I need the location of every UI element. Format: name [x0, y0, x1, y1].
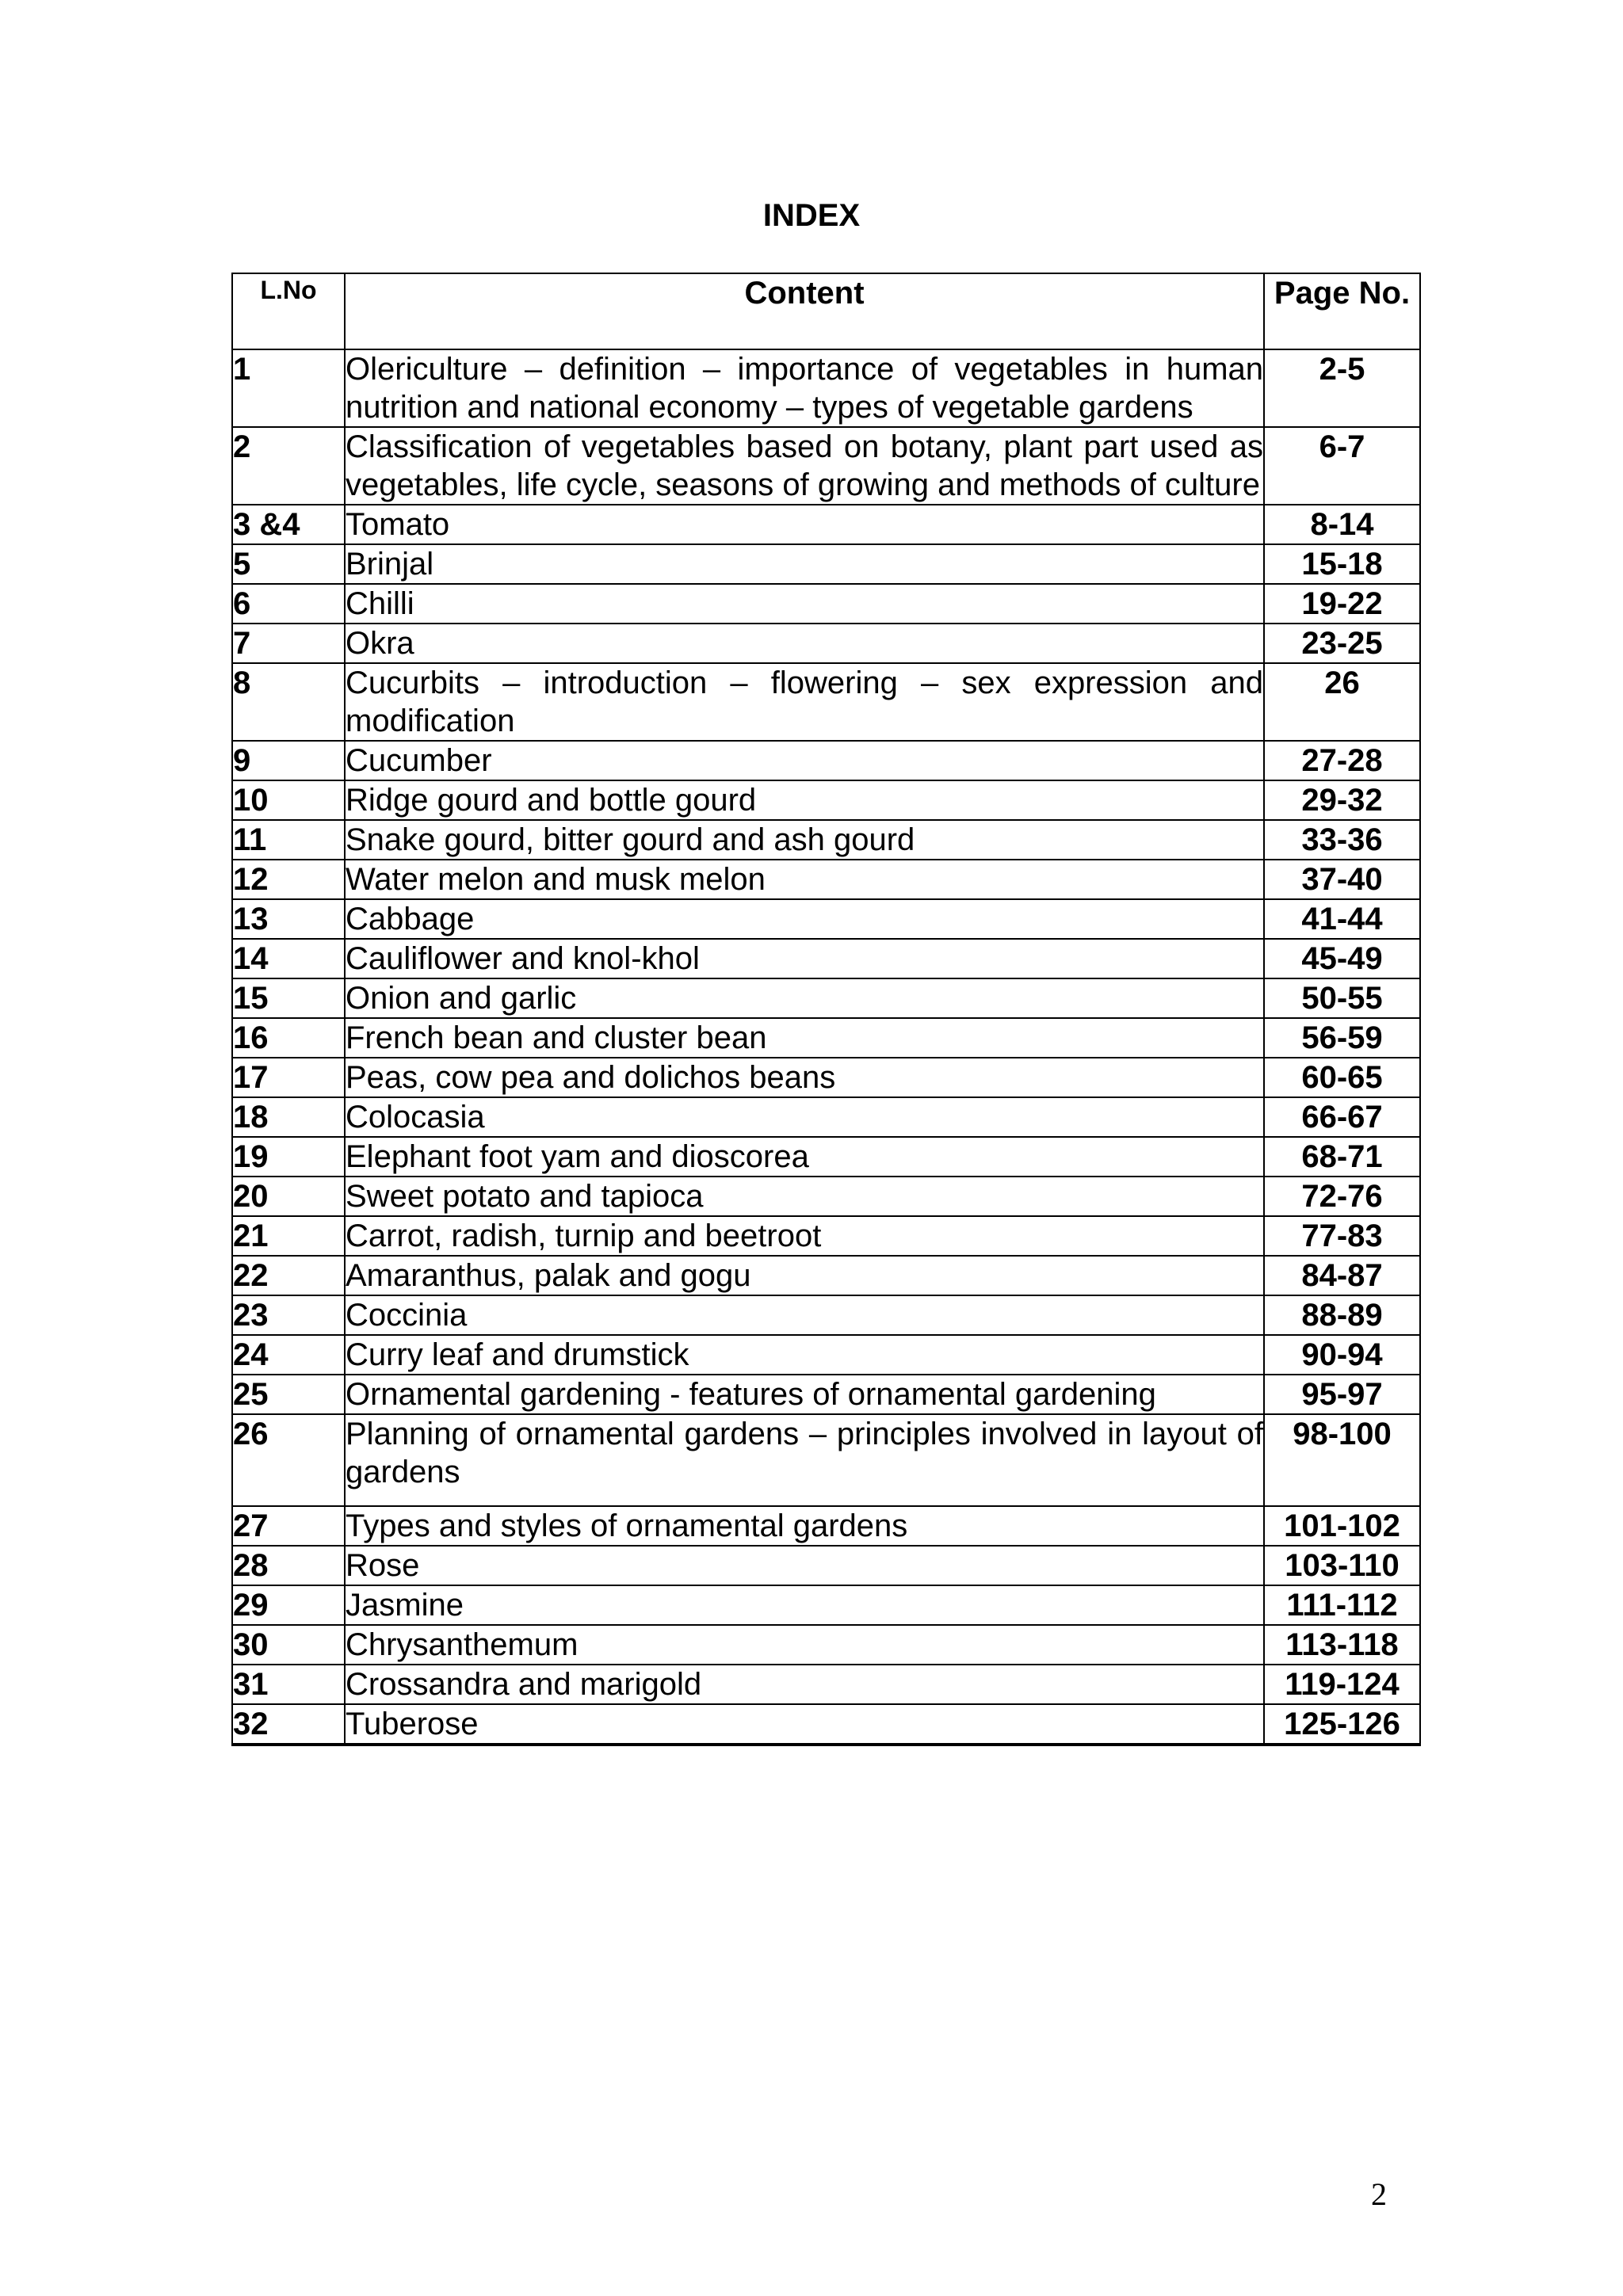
- page-range: 84-87: [1264, 1256, 1420, 1295]
- page-range: 111-112: [1264, 1585, 1420, 1625]
- lesson-content: Cucurbits – introduction – flowering – sex expression and modification: [345, 663, 1264, 741]
- lesson-content: Snake gourd, bitter gourd and ash gourd: [345, 820, 1264, 860]
- lesson-number: 28: [232, 1546, 345, 1585]
- table-row: [232, 1506, 1420, 1546]
- lesson-content: Chrysanthemum: [345, 1625, 1264, 1665]
- lesson-content: Curry leaf and drumstick: [345, 1335, 1264, 1375]
- lesson-content: Cauliflower and knol-khol: [345, 939, 1264, 978]
- table-row: [232, 741, 1420, 780]
- table-row: [232, 899, 1420, 939]
- lesson-content: Amaranthus, palak and gogu: [345, 1256, 1264, 1295]
- lesson-number: 16: [232, 1018, 345, 1058]
- table-row: [232, 624, 1420, 663]
- lesson-number: 24: [232, 1335, 345, 1375]
- lesson-content: Jasmine: [345, 1585, 1264, 1625]
- lesson-content: Ornamental gardening - features of ornamental gardening: [345, 1375, 1264, 1414]
- table-row: [232, 1414, 1420, 1506]
- lesson-content: Okra: [345, 624, 1264, 663]
- lesson-number: 32: [232, 1704, 345, 1744]
- lesson-number: 19: [232, 1137, 345, 1177]
- lesson-number: 27: [232, 1506, 345, 1546]
- page-range: 29-32: [1264, 780, 1420, 820]
- table-row: [232, 427, 1420, 505]
- page-range: 113-118: [1264, 1625, 1420, 1665]
- lesson-content: Tomato: [345, 505, 1264, 544]
- lesson-content: Carrot, radish, turnip and beetroot: [345, 1216, 1264, 1256]
- table-row: [232, 1625, 1420, 1665]
- page-range: 2-5: [1264, 349, 1420, 427]
- header-lno: L.No: [232, 273, 345, 349]
- lesson-content: Rose: [345, 1546, 1264, 1585]
- table-row: [232, 1665, 1420, 1704]
- table-row: [232, 1177, 1420, 1216]
- table-row: [232, 584, 1420, 624]
- table-row: [232, 505, 1420, 544]
- lesson-content: Types and styles of ornamental gardens: [345, 1506, 1264, 1546]
- table-row: [232, 544, 1420, 584]
- page-range: 88-89: [1264, 1295, 1420, 1335]
- page-range: 77-83: [1264, 1216, 1420, 1256]
- page-range: 90-94: [1264, 1335, 1420, 1375]
- page-range: 125-126: [1264, 1704, 1420, 1744]
- lesson-content: Crossandra and marigold: [345, 1665, 1264, 1704]
- lesson-number: 9: [232, 741, 345, 780]
- lesson-number: 14: [232, 939, 345, 978]
- header-row: [232, 273, 1420, 349]
- lesson-number: 29: [232, 1585, 345, 1625]
- lesson-content: Water melon and musk melon: [345, 860, 1264, 899]
- lesson-content: Peas, cow pea and dolichos beans: [345, 1058, 1264, 1097]
- table-row: [232, 978, 1420, 1018]
- lesson-number: 18: [232, 1097, 345, 1137]
- lesson-number: [232, 1744, 345, 1745]
- table-row: [232, 1546, 1420, 1585]
- lesson-content: French bean and cluster bean: [345, 1018, 1264, 1058]
- table-row: [232, 1585, 1420, 1625]
- page-range: 68-71: [1264, 1137, 1420, 1177]
- table-row: [232, 1137, 1420, 1177]
- table-row: [232, 663, 1420, 741]
- table-row: [232, 349, 1420, 427]
- table-row: [232, 860, 1420, 899]
- page-number: 2: [1371, 2176, 1387, 2212]
- page-range: 33-36: [1264, 820, 1420, 860]
- lesson-number: 3 &4: [232, 505, 345, 544]
- page-range: 15-18: [1264, 544, 1420, 584]
- table-row: [232, 1058, 1420, 1097]
- lesson-number: 15: [232, 978, 345, 1018]
- lesson-content: Classification of vegetables based on botany, plant part used as vegetables, life cycle, seasons of growing and methods of culture: [345, 427, 1264, 505]
- page-range: 19-22: [1264, 584, 1420, 624]
- lesson-number: 17: [232, 1058, 345, 1097]
- table-row: [232, 1295, 1420, 1335]
- lesson-number: 25: [232, 1375, 345, 1414]
- lesson-content: Chilli: [345, 584, 1264, 624]
- lesson-content: Olericulture – definition – importance of vegetables in human nutrition and national economy – types of vegetable gardens: [345, 349, 1264, 427]
- lesson-number: 21: [232, 1216, 345, 1256]
- page-range: 66-67: [1264, 1097, 1420, 1137]
- lesson-content: Colocasia: [345, 1097, 1264, 1137]
- lesson-content: Elephant foot yam and dioscorea: [345, 1137, 1264, 1177]
- page-range: 23-25: [1264, 624, 1420, 663]
- lesson-number: 26: [232, 1414, 345, 1506]
- lesson-number: 11: [232, 820, 345, 860]
- page-range: 37-40: [1264, 860, 1420, 899]
- table-row: [232, 1018, 1420, 1058]
- table-row: [232, 1097, 1420, 1137]
- lesson-number: 8: [232, 663, 345, 741]
- page-range: 8-14: [1264, 505, 1420, 544]
- lesson-number: 2: [232, 427, 345, 505]
- page-range: 60-65: [1264, 1058, 1420, 1097]
- lesson-content: Ridge gourd and bottle gourd: [345, 780, 1264, 820]
- table-row: [232, 780, 1420, 820]
- lesson-number: 7: [232, 624, 345, 663]
- lesson-number: 30: [232, 1625, 345, 1665]
- lesson-content: Tuberose: [345, 1704, 1264, 1744]
- lesson-content: Cucumber: [345, 741, 1264, 780]
- lesson-number: 13: [232, 899, 345, 939]
- table-row: [232, 820, 1420, 860]
- table-row: [232, 1256, 1420, 1295]
- page-range: 119-124: [1264, 1665, 1420, 1704]
- lesson-number: 5: [232, 544, 345, 584]
- lesson-number: 12: [232, 860, 345, 899]
- table-row: [232, 1704, 1420, 1744]
- header-page-no: Page No.: [1264, 273, 1420, 349]
- lesson-content: Onion and garlic: [345, 978, 1264, 1018]
- index-table: [231, 273, 1421, 1746]
- page-range: [1264, 1744, 1420, 1745]
- table-row: [232, 1375, 1420, 1414]
- page-range: 95-97: [1264, 1375, 1420, 1414]
- page-range: 72-76: [1264, 1177, 1420, 1216]
- lesson-content: Planning of ornamental gardens – principles involved in layout of gardens: [345, 1414, 1264, 1506]
- lesson-content: Cabbage: [345, 899, 1264, 939]
- page-range: 45-49: [1264, 939, 1420, 978]
- header-content: Content: [345, 273, 1264, 349]
- page-range: 41-44: [1264, 899, 1420, 939]
- lesson-content: Coccinia: [345, 1295, 1264, 1335]
- lesson-number: 10: [232, 780, 345, 820]
- page-range: 6-7: [1264, 427, 1420, 505]
- page-title: INDEX: [762, 198, 861, 233]
- lesson-content: Brinjal: [345, 544, 1264, 584]
- page-range: 101-102: [1264, 1506, 1420, 1546]
- lesson-number: 22: [232, 1256, 345, 1295]
- page-range: 103-110: [1264, 1546, 1420, 1585]
- lesson-number: 31: [232, 1665, 345, 1704]
- lesson-number: 23: [232, 1295, 345, 1335]
- table-row: [232, 1216, 1420, 1256]
- page-range: 98-100: [1264, 1414, 1420, 1506]
- lesson-number: 1: [232, 349, 345, 427]
- page-range: 27-28: [1264, 741, 1420, 780]
- table-row: [232, 1744, 1420, 1745]
- lesson-content: Sweet potato and tapioca: [345, 1177, 1264, 1216]
- table-row: [232, 939, 1420, 978]
- page-range: 50-55: [1264, 978, 1420, 1018]
- page-range: 56-59: [1264, 1018, 1420, 1058]
- lesson-number: 20: [232, 1177, 345, 1216]
- table-row: [232, 1335, 1420, 1375]
- page-range: 26: [1264, 663, 1420, 741]
- lesson-content: [345, 1744, 1264, 1745]
- lesson-number: 6: [232, 584, 345, 624]
